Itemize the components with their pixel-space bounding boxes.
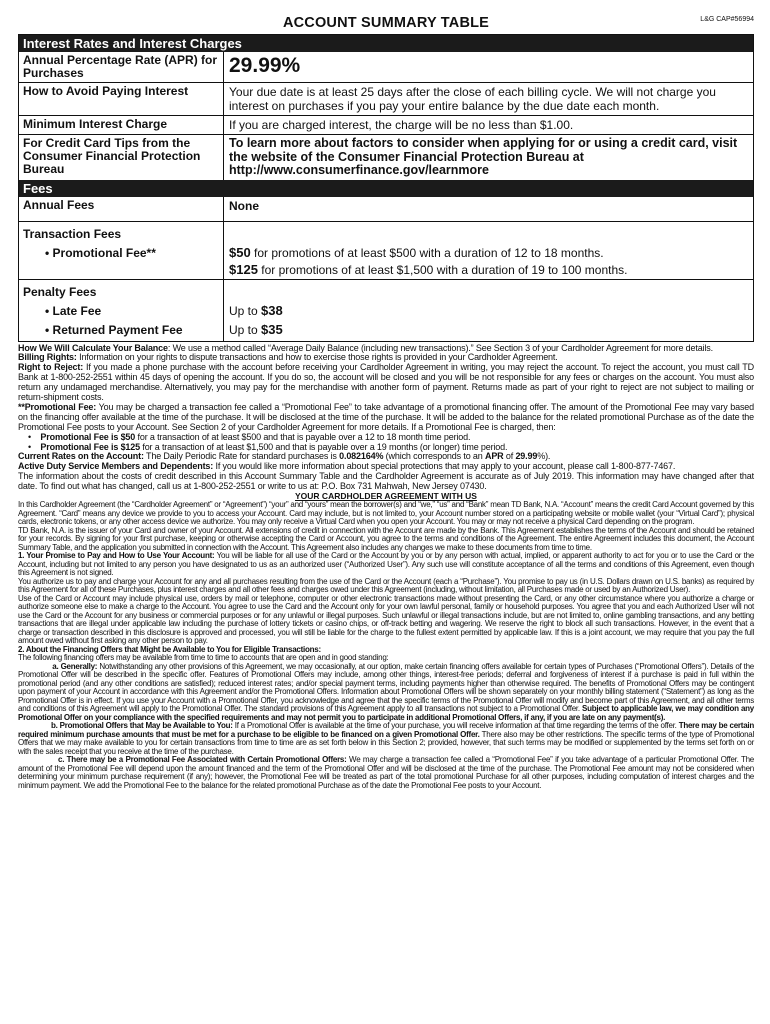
agreement-issuer: TD Bank, N.A. is the issuer of your Card and owner of your Account. All extensions of credit in connection with the Account are made by the Bank. This Agreement establishes the terms of the Account and should be retained for your records. By signing for your first purchase, keeping or otherwise accepting the Card or Account, you agree to the terms and conditions of the Agreement. The entire Agreement includes this document, the Account Summary Table, and the application you submitted in connection with the Account. This Agreement also includes any changes we make to these documents from time to time.: [18, 525, 754, 552]
returned-payment-label: • Returned Payment Fee: [45, 322, 183, 337]
agreement-title: YOUR CARDHOLDER AGREEMENT WITH US: [295, 491, 477, 502]
active-duty-text: If you would like more information about special protections that may apply to your account, please call 1-800-877-7467.: [213, 461, 676, 472]
late-fee-label: • Late Fee: [45, 303, 102, 318]
rates-apr-value: 29.99: [515, 451, 538, 462]
penalty-fees-row: [19, 279, 753, 341]
cfpb-tips-text: To learn more about factors to consider when applying for or using a credit card, visit the website of the Consumer Financial Protection Bureau at http://www.consumerfinance.gov/learnmore: [229, 136, 738, 177]
section-2b-bold: There may be certain required minimum purchase amounts that must be met for a purchase to be eligible to be financed on a given Promotional Offer.: [18, 721, 754, 739]
section-2b-text-2: There also may be other restrictions. The specific terms of the type of Promotional Offers that we may make available to you for certain transactions from time to time are as set forth below in this Section 2; provided, however, that such terms may be modified or supplemented by the terms set forth on or with the sales receipt that you receive at the time of the purchase.: [18, 729, 754, 756]
promo-bullet-2: • Promotional Fee is $125 for a transaction of at least $1,500 and that is payable over a 19 months (or longer) time period.: [28, 441, 508, 452]
returned-fee-value: [229, 323, 748, 337]
active-duty-heading: Active Duty Service Members and Dependents:: [18, 461, 214, 472]
penalty-fees-label: Penalty Fees: [23, 284, 97, 299]
rates-text-3: of: [503, 451, 516, 462]
late-fee-amount: $38: [261, 302, 283, 318]
apr-label: Annual Percentage Rate (APR) for Purchases: [19, 52, 224, 82]
billing-text: Information on your rights to dispute transactions and how to exercise those rights is provided in your Cardholder Agreement.: [76, 352, 558, 363]
rates-apr-word: APR: [484, 451, 504, 462]
promo-fee-amount-1: $50: [229, 244, 251, 260]
returned-fee-amount: $35: [261, 321, 283, 337]
document-page: [18, 12, 754, 790]
late-fee-prefix: Up to: [229, 303, 262, 318]
page-title: ACCOUNT SUMMARY TABLE: [282, 15, 490, 31]
account-summary-table: [18, 34, 754, 342]
reject-heading: Right to Reject:: [18, 362, 84, 373]
title-bar: [18, 12, 754, 34]
transaction-fees-block: [19, 222, 224, 279]
section-2a: [18, 663, 754, 723]
fees-section-header: Fees: [19, 180, 753, 197]
cfpb-tips-label: For Credit Card Tips from the Consumer Financial Protection Bureau: [19, 135, 224, 180]
section-2b: [18, 722, 754, 756]
agreement-definitions: In this Cardholder Agreement (the “Cardholder Agreement” or “Agreement”) “your” and “yours” mean the borrower(s) and “we,” “us” and “Bank” mean TD Bank, N.A. “Account” means the credit Card Account governed by this Agreement. “Card” means any device we provide to you to access your Account. Card may include, but is not limited to, your Account number stored on a participating website or mobile wallet (your “Virtual Card”); physical cards, electronic tokens, or any other access device we authorize. You may only receive a Virtual Card when you open your Account. You may or may not receive a physical Card depending on the program.: [18, 500, 754, 527]
avoid-interest-label: How to Avoid Paying Interest: [19, 83, 224, 115]
disclosures: [18, 344, 754, 493]
late-fee-value: [229, 304, 748, 318]
cardholder-agreement: [18, 501, 754, 790]
promo-fee-amount-2: $125: [229, 261, 258, 277]
balance-heading: How We Will Calculate Your Balance: [18, 342, 168, 353]
rates-text-1: The Daily Periodic Rate for standard purchases is: [143, 451, 340, 462]
transaction-fees-label: Transaction Fees: [23, 226, 122, 241]
annual-fee-row: [19, 197, 753, 221]
annual-fee-label: Annual Fees: [19, 197, 224, 221]
avoid-interest-text: Your due date is at least 25 days after the close of each billing cycle. We will not charge you interest on purchases if you pay your entire balance by the due date each month.: [229, 85, 716, 113]
document-code: L&G CAP#56994: [700, 16, 754, 23]
section-2-heading-text: 2. About the Financing Offers that Might be Available to You for Eligible Transactions:: [18, 644, 321, 654]
accuracy-paragraph: The information about the costs of credit described in this Account Summary Table and the Cardholder Agreement is accurate as of July 2019. This information may have changed after that date. To find out what has changed, call us at 1-800-252-2551 or write to us at: P.O. Box 731 Mahwah, New Jersey 07430.: [18, 471, 754, 492]
billing-heading: Billing Rights:: [18, 352, 77, 363]
apr-row: [19, 52, 753, 82]
section-2c-heading: c. There may be a Promotional Fee Associated with Certain Promotional Offers:: [58, 755, 347, 765]
daily-periodic-rate: 0.082164%: [339, 451, 384, 462]
section-2c: [18, 756, 754, 790]
section-2a-heading: a. Generally:: [52, 661, 98, 671]
cfpb-tips-row: [19, 134, 753, 180]
section-2a-text: Notwithstanding any other provisions of this Agreement, we may occasionally, at our option, make certain financing offers available for certain types of Purchases (“Promotional Offers”). Details of the Promotional Offer will be described in the specific offer. Features of Promotional Offers may include, among other things, interest-free periods; deferral and forgiveness of interest if a purchase is paid in full within the promotional period (and any other conditions are satisfied); reduced interest rates; and/or special payment terms, including payments higher than otherwise required. The benefits of Promotional Offers may be contingent upon payment of your Account in accordance with this Agreement and/or the Promotional Offers. Information about Promotional Offers will be shown separately on your monthly billing statement (“Statement”) as long as the Promotional Offer is in effect. If you use your Account with a Promotional Offer, you acknowledge and agree that the specific terms of the Promotional Offer will modify and become part of this Agreement, and all other terms and conditions of this Agreement will apply to the Promotional Offer. The standard provisions of this Agreement apply to all transactions not subject to a Promotional Offer.: [18, 661, 755, 714]
authorize-paragraph: You authorize us to pay and charge your Account for any and all purchases resulting from the use of the Card or the Account (each a “Purchase”). You promise to pay us (in U.S. Dollars drawn on U.S. banks) as required by this Agreement for all of these Purchases, plus interest charges and all other fees and charges owed under this Agreement (including, without limitation, all Purchases made or used by an Authorized User).: [18, 576, 754, 595]
rates-text-4: %).: [537, 451, 551, 462]
apr-value: 29.99%: [229, 54, 301, 77]
section-2b-text-1: If a Promotional Offer is available at the time of your purchase, you will receive information at that time regarding the terms of the offer.: [232, 721, 679, 731]
promo-bullet-1: • Promotional Fee is $50 for a transaction of at least $500 and that is payable over a 12 to 18 month time period.: [28, 431, 471, 442]
balance-text: : We use a method called “Average Daily Balance (including new transactions).” See Section 3 of your Cardholder Agreement for more details.: [167, 342, 713, 353]
section-1: [18, 552, 754, 578]
promo-fee-text-2: for promotions of at least $1,500 with a duration of 19 to 100 months.: [257, 262, 628, 277]
min-interest-row: [19, 115, 753, 134]
section-1-text: You will be liable for all use of the Card or the Account by you or by any person with actual, implied, or apparent authority to act for you or to use the Card or the Account, including but not limited to any person you have designated to us as an authorized user (“Authorized User”). Any such use will constitute acceptance of all the terms and conditions of this Agreement, even though this Agreement is not signed.: [18, 551, 754, 578]
promo-bullet-1-heading: Promotional Fee is $50: [40, 431, 136, 442]
returned-fee-prefix: Up to: [229, 322, 262, 337]
promo-fee-line-2: [229, 263, 748, 277]
penalty-fee-values: [224, 280, 753, 341]
section-2b-heading: b. Promotional Offers that May be Available to You:: [50, 721, 233, 731]
promotional-fee-label: • Promotional Fee**: [45, 245, 156, 260]
transaction-fees-row: [19, 221, 753, 279]
avoid-interest-row: [19, 82, 753, 115]
promo-fee-text: You may be charged a transaction fee called a “Promotional Fee” to take advantage of a promotional financing offer. The amount of the Promotional Fee may vary based on the financing offer available at the time of the purchase. It will be disclosed at the time of the purchase. It will be added to the balance for the related promotional Purchase as of the date the Promotional Fee posts to your Account. See Section 2 of your Cardholder Agreement for more details. If a Promotional Fee is charged, then:: [18, 401, 755, 432]
promo-bullet-2-heading: Promotional Fee is $125: [40, 441, 140, 452]
min-interest-label: Minimum Interest Charge: [19, 116, 224, 134]
interest-section-header: Interest Rates and Interest Charges: [19, 35, 753, 52]
section-2-intro: The following financing offers may be available from time to time to accounts that are open and in good standing:: [18, 653, 389, 663]
reject-paragraph: [18, 363, 754, 403]
current-rates-heading: Current Rates on the Account:: [18, 451, 144, 462]
promo-fee-paragraph: [18, 403, 754, 433]
promotional-fee-values: [224, 222, 753, 279]
section-1-heading: 1. Your Promise to Pay and How to Use Your Account:: [18, 551, 215, 561]
promo-bullet-1-text: for a transaction of at least $500 and that is payable over a 12 to 18 month time period.: [135, 431, 471, 442]
use-paragraph: Use of the Card or Account may include physical use, orders by mail or telephone, computer or other electronic transactions made without presenting the Card, or any other circumstance where you authorize a charge or authorize someone else to make a charge to the Account. You agree to use the Card and the Account only for your own lawful personal, family or household purposes. You agree that you and each Authorized User will not use the Card or the Account for any business or commercial purposes or for any unlawful or illegal purposes. Such unlawful or illegal transactions include, but are not limited to, online gambling transactions, and any betting transactions that are illegal under applicable law including the purchase of lottery tickets or casino chips, or off-track betting and wagering. We reserve the right to block all such transactions. However, in the event that a charge or transaction described in this disclosure is approved and processed, you will still be liable for the charge to the fullest extent permitted by applicable law. If this is a joint account, we may require that you pay the full amount owed without first asking any other person to pay.: [18, 593, 754, 646]
promo-fee-text-1: for promotions of at least $500 with a duration of 12 to 18 months.: [250, 245, 604, 260]
annual-fee-value: None: [229, 198, 259, 213]
section-2a-bold: Subject to applicable law, we may condition any Promotional Offer on your compliance with the specified requirements and may not permit you to participate in additional Promotional Offers, if any, if you are late on any payment(s).: [18, 704, 754, 722]
min-interest-text: If you are charged interest, the charge will be no less than $1.00.: [229, 118, 574, 132]
penalty-fees-block: [19, 280, 224, 341]
promo-fee-line-1: [229, 246, 748, 260]
rates-text-2: (which corresponds to an: [383, 451, 485, 462]
promo-fee-heading: **Promotional Fee:: [18, 401, 97, 412]
promo-bullet-2-text: for a transaction of at least $1,500 and that is payable over a 19 months (or longer) time period.: [140, 441, 508, 452]
reject-text: If you made a phone purchase with the account before receiving your Cardholder Agreement in writing, you may reject the account. To reject the account, you must call TD Bank at 1-800-252-2551 within 45 days of opening the account. If you do so, the account will be closed and you will be not responsible for any fees or charges on the account. You must also return any undamaged merchandise. Alternatively, you may pay for the merchandise with another form of payment. Returns made as part of your right to reject are not subject to mailing or return-shipment costs.: [18, 362, 755, 403]
section-2c-text: We may charge a transaction fee called a “Promotional Fee” if you take advantage of a particular Promotional Offer. The amount of the Promotional Fee will depend upon the amount financed and the term of the Promotional Offer and will be disclosed at the time of the purchase. The Promotional Fee amount may not be considered when determining your minimum purchase requirement (if any); however, the Promotional Fee will be treated as part of the total promotional Purchase for all other purposes, including computation of interest charges and the minimum payment. We add the Promotional Fee to the balance for the related promotional Purchase as of the date the Promotional Fee posts to your Account.: [18, 755, 754, 790]
